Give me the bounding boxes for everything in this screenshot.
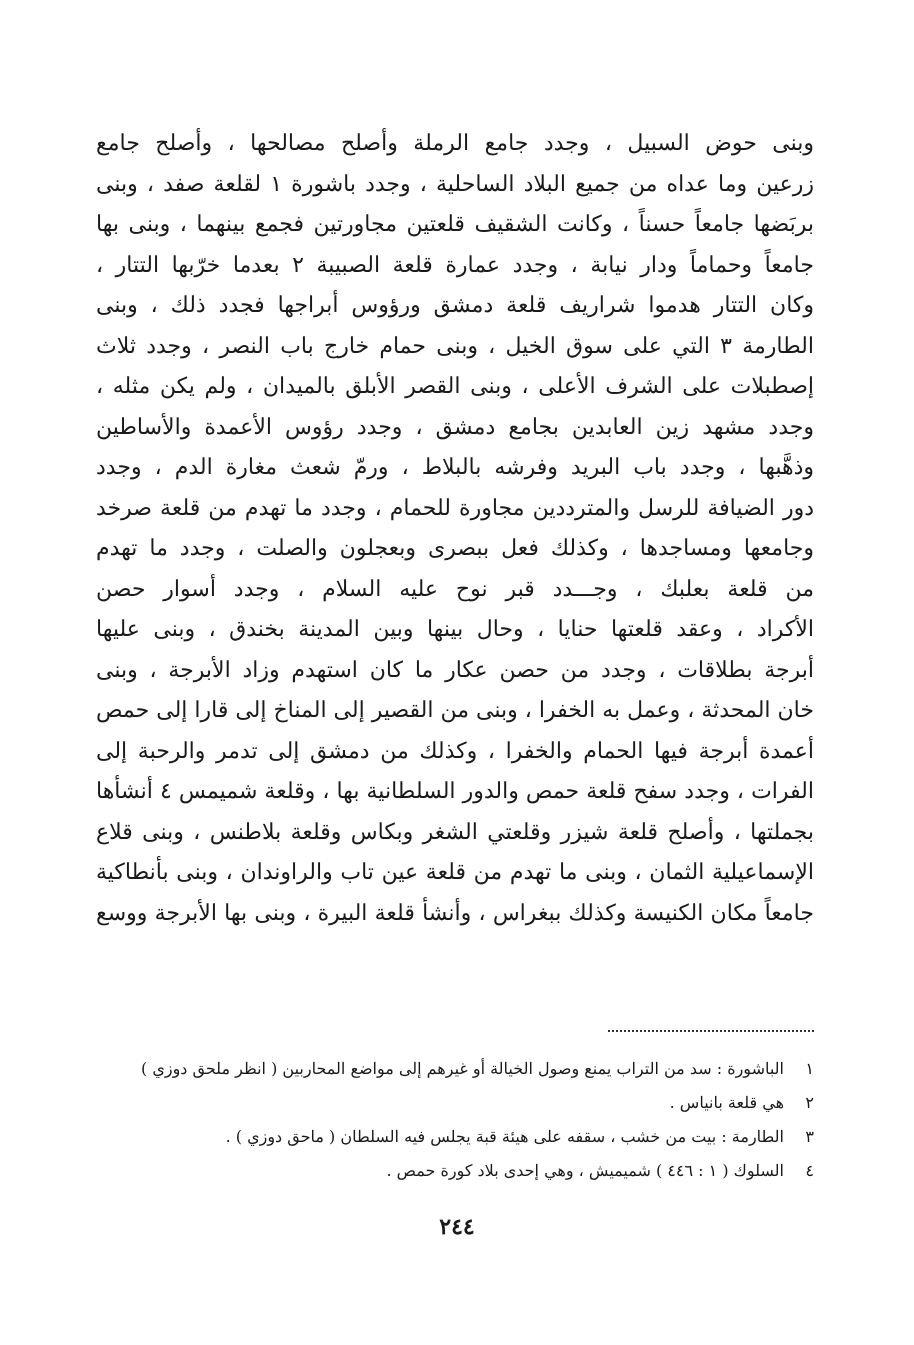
body-line: بربَضها جامعاً حسناً ، وكانت الشقيف قلعتين مجاورتين فجمع بينهما ، وبنى بها: [96, 212, 814, 237]
footnote: [96, 1120, 814, 1154]
body-line: الإسماعيلية الثمان ، وبنى ما تهدم من قلعة عين تاب والراوندان ، وبنى بأنطاكية: [96, 860, 814, 885]
body-line: دور الضيافة للرسل والمترددين مجاورة للحمام ، وجدد ما تهدم من قلعة صرخد: [96, 495, 814, 521]
footnotes: [96, 1052, 814, 1188]
body-line: الفرات ، وجدد سفح قلعة حمص والدور السلطانية بها ، وقلعة شميمس ٤ أنشأها: [96, 779, 814, 804]
body-line: وبنى حوض السبيل ، وجدد جامع الرملة وأصلح مصالحها ، وأصلح جامع: [96, 131, 814, 156]
body-line: وجدد مشهد زين العابدين بجامع دمشق ، وجدد رؤوس الأعمدة والأساطين: [96, 414, 814, 440]
body-text: [96, 124, 814, 934]
footnote: [96, 1052, 814, 1086]
body-line: بجملتها ، وأصلح قلعة شيزر وقلعتي الشغر وبكاس وقلعة بلاطنس ، وبنى قلاع: [96, 819, 814, 845]
footnote-text: الطارمة : بيت من خشب ، سقفه على هيئة قبة يجلس فيه السلطان ( ماحق دوزي ) .: [225, 1127, 784, 1146]
body-line: أعمدة أبرجة فيها الحمام والخفرا ، وكذلك من دمشق إلى تدمر والرحبة إلى: [96, 738, 814, 764]
footnote-text: هي قلعة بانياس .: [669, 1093, 784, 1112]
page-number: ٢٤٤: [439, 1214, 475, 1240]
footnote-number: ٢: [805, 1093, 814, 1112]
body-line: وكان التتار هدموا شراريف قلعة دمشق ورؤوس أبراجها فجدد ذلك ، وبنى: [96, 293, 814, 318]
footnote-text: الباشورة : سد من التراب يمنع وصول الخيالة أو غيرهم إلى مواضع المحاربين ( انظر ملحق دوزي ): [140, 1059, 784, 1078]
body-line: وجامعها ومساجدها ، وكذلك فعل ببصرى وبعجلون والصلت ، وجدد ما تهدم: [96, 536, 814, 561]
body-line: خان المحدثة ، وعمل به الخفرا ، وبنى من القصير إلى المناخ إلى قارا إلى حمص: [96, 698, 814, 723]
body-line: زرعين وما عداه من جميع البلاد الساحلية ، وجدد باشورة ١ لقلعة صفد ، وبنى: [96, 171, 814, 197]
footnote-number: ٣: [805, 1127, 814, 1146]
body-line: جامعاً مكان الكنيسة وكذلك ببغراس ، وأنشأ قلعة البيرة ، وبنى بها الأبرجة ووسع: [96, 900, 814, 926]
footnote: [96, 1154, 814, 1188]
body-line: إصطبلات على الشرف الأعلى ، وبنى القصر الأبلق بالميدان ، ولم يكن مثله ،: [96, 374, 814, 399]
body-line: أبرجة بطلاقات ، وجدد من حصن عكار ما كان استهدم وزاد الأبرجة ، وبنى: [96, 657, 814, 683]
body-line: من قلعة بعلبك ، وجـــدد قبر نوح عليه السلام ، وجدد أسوار حصن: [96, 576, 814, 602]
footnote-text: السلوك ( ١ : ٤٤٦ ) شميميش ، وهي إحدى بلاد كورة حمص .: [386, 1161, 784, 1180]
body-line: الأكراد ، وعقد قلعتها حنايا ، وحال بينها وبين المدينة بخندق ، وبنى عليها: [96, 617, 814, 642]
footnote-separator: [608, 1030, 814, 1032]
footnote: [96, 1086, 814, 1120]
footnote-number: ١: [805, 1059, 814, 1078]
footnote-number: ٤: [805, 1161, 814, 1180]
body-line: الطارمة ٣ التي على سوق الخيل ، وبنى حمام خارج باب النصر ، وجدد ثلاث: [96, 333, 814, 359]
body-line: وذهَّبها ، وجدد باب البريد وفرشه بالبلاط ، ورمّ شعث مغارة الدم ، وجدد: [96, 455, 814, 480]
body-line: جامعاً وحماماً ودار نيابة ، وجدد عمارة قلعة الصبيبة ٢ بعدما خرّبها التتار ،: [96, 252, 814, 278]
